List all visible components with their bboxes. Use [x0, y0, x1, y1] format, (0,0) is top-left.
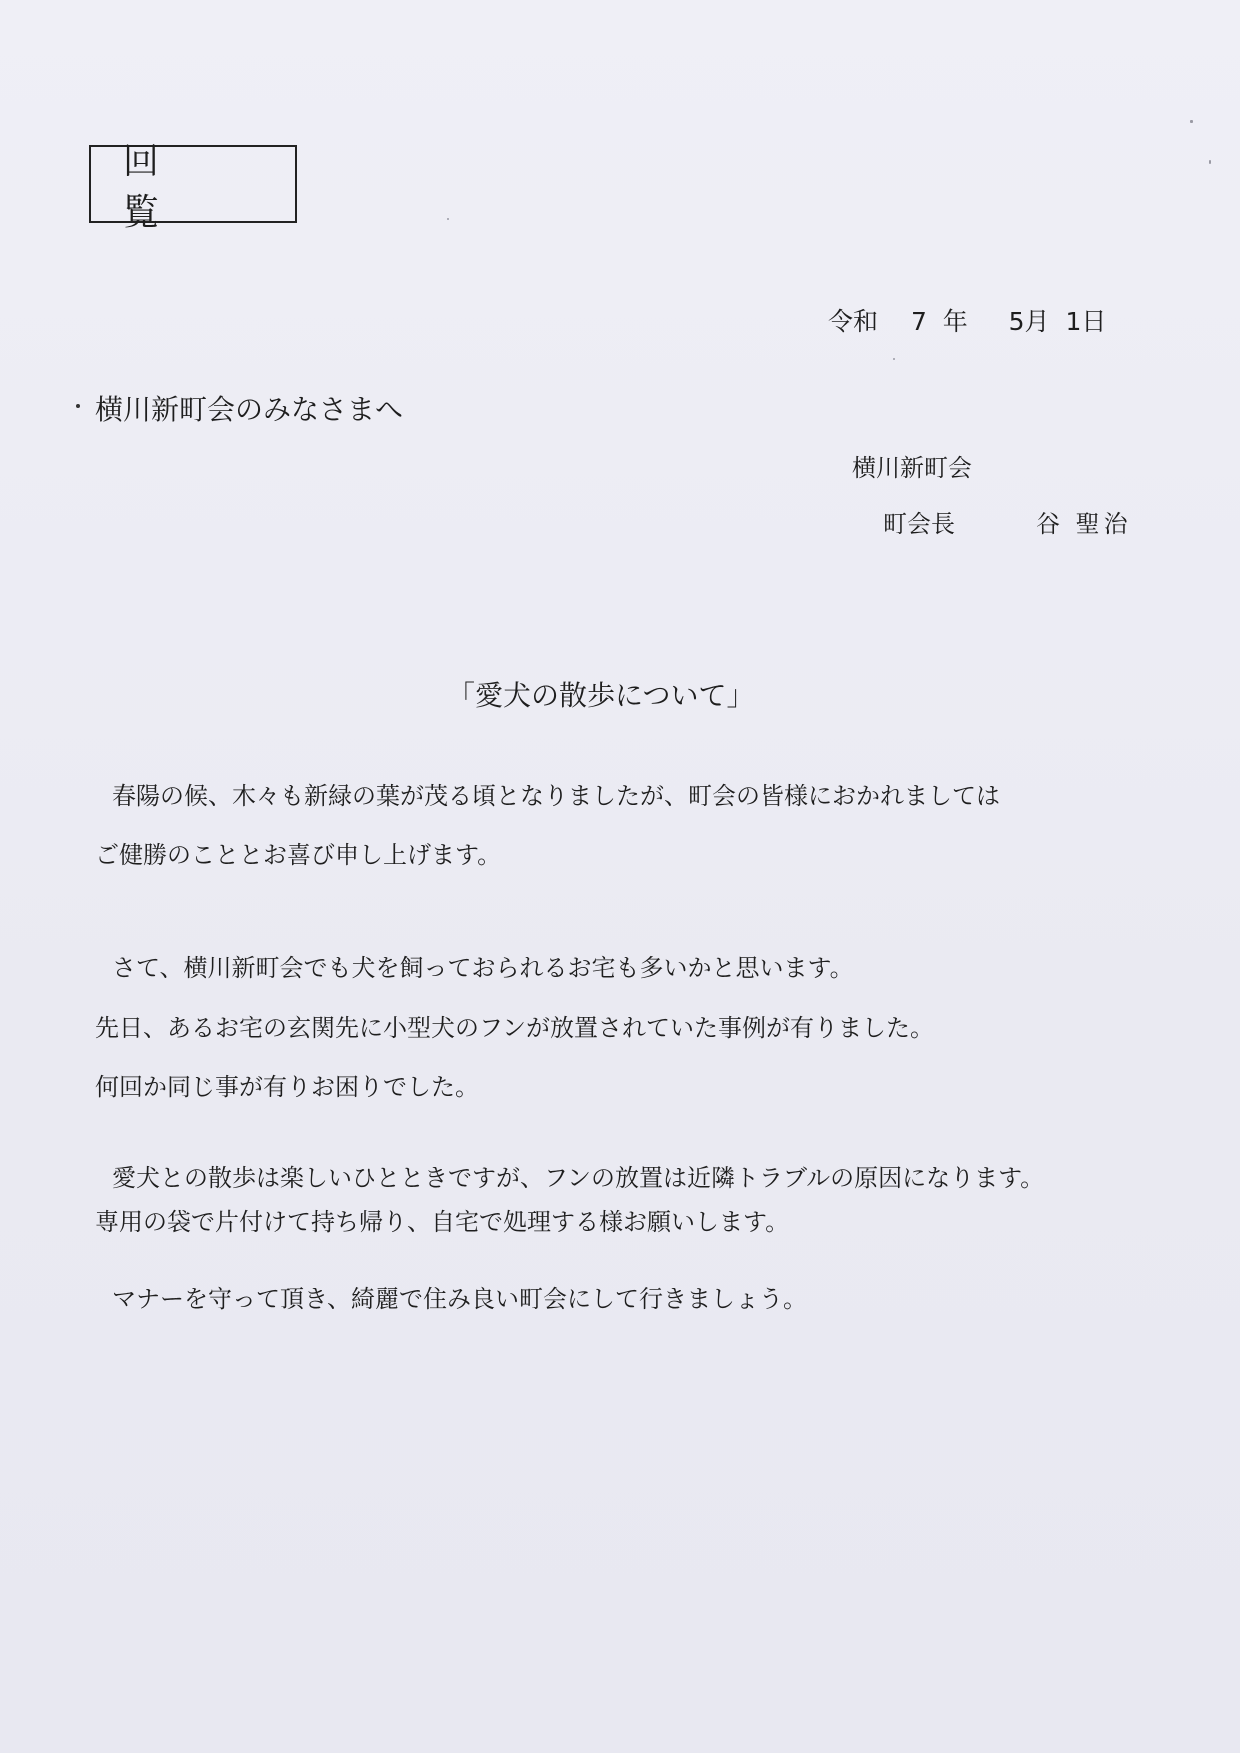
sender-organization: 横川新町会 [852, 454, 972, 482]
circulation-stamp-label: 回 覧 [123, 141, 192, 233]
document-date: 令和 7 年 5月 1日 [828, 307, 1107, 336]
scan-speck [447, 218, 449, 220]
document-title: 「愛犬の散歩について」 [447, 679, 755, 712]
scan-speck [893, 358, 895, 360]
body-paragraph-2: さて、横川新町会でも犬を飼っておられるお宅も多いかと思います。 [112, 954, 854, 982]
addressee-line: 横川新町会のみなさまへ [95, 393, 404, 426]
scan-speck [1209, 160, 1211, 164]
body-paragraph-1-cont: ご健勝のこととお喜び申し上げます。 [95, 841, 502, 869]
circulation-stamp-box [89, 141, 297, 233]
body-paragraph-2-line3: 何回か同じ事が有りお困りでした。 [95, 1073, 479, 1101]
body-paragraph-3: 愛犬との散歩は楽しいひとときですが、フンの放置は近隣トラブルの原因になります。 [112, 1164, 1045, 1192]
scan-speck [1190, 120, 1193, 123]
sender-name: 谷 聖治 [1036, 510, 1132, 538]
body-paragraph-3-line2: 専用の袋で片付けて持ち帰り、自宅で処理する様お願いします。 [95, 1208, 790, 1236]
stray-mark [76, 404, 80, 408]
body-paragraph-4: マナーを守って頂き、綺麗で住み良い町会にして行きましょう。 [112, 1285, 808, 1313]
body-paragraph-2-line2: 先日、あるお宅の玄関先に小型犬のフンが放置されていた事例が有りました。 [95, 1014, 935, 1042]
sender-title: 町会長 [883, 510, 955, 538]
body-paragraph-1: 春陽の候、木々も新緑の葉が茂る頃となりましたが、町会の皆様におかれましては [112, 782, 1000, 810]
